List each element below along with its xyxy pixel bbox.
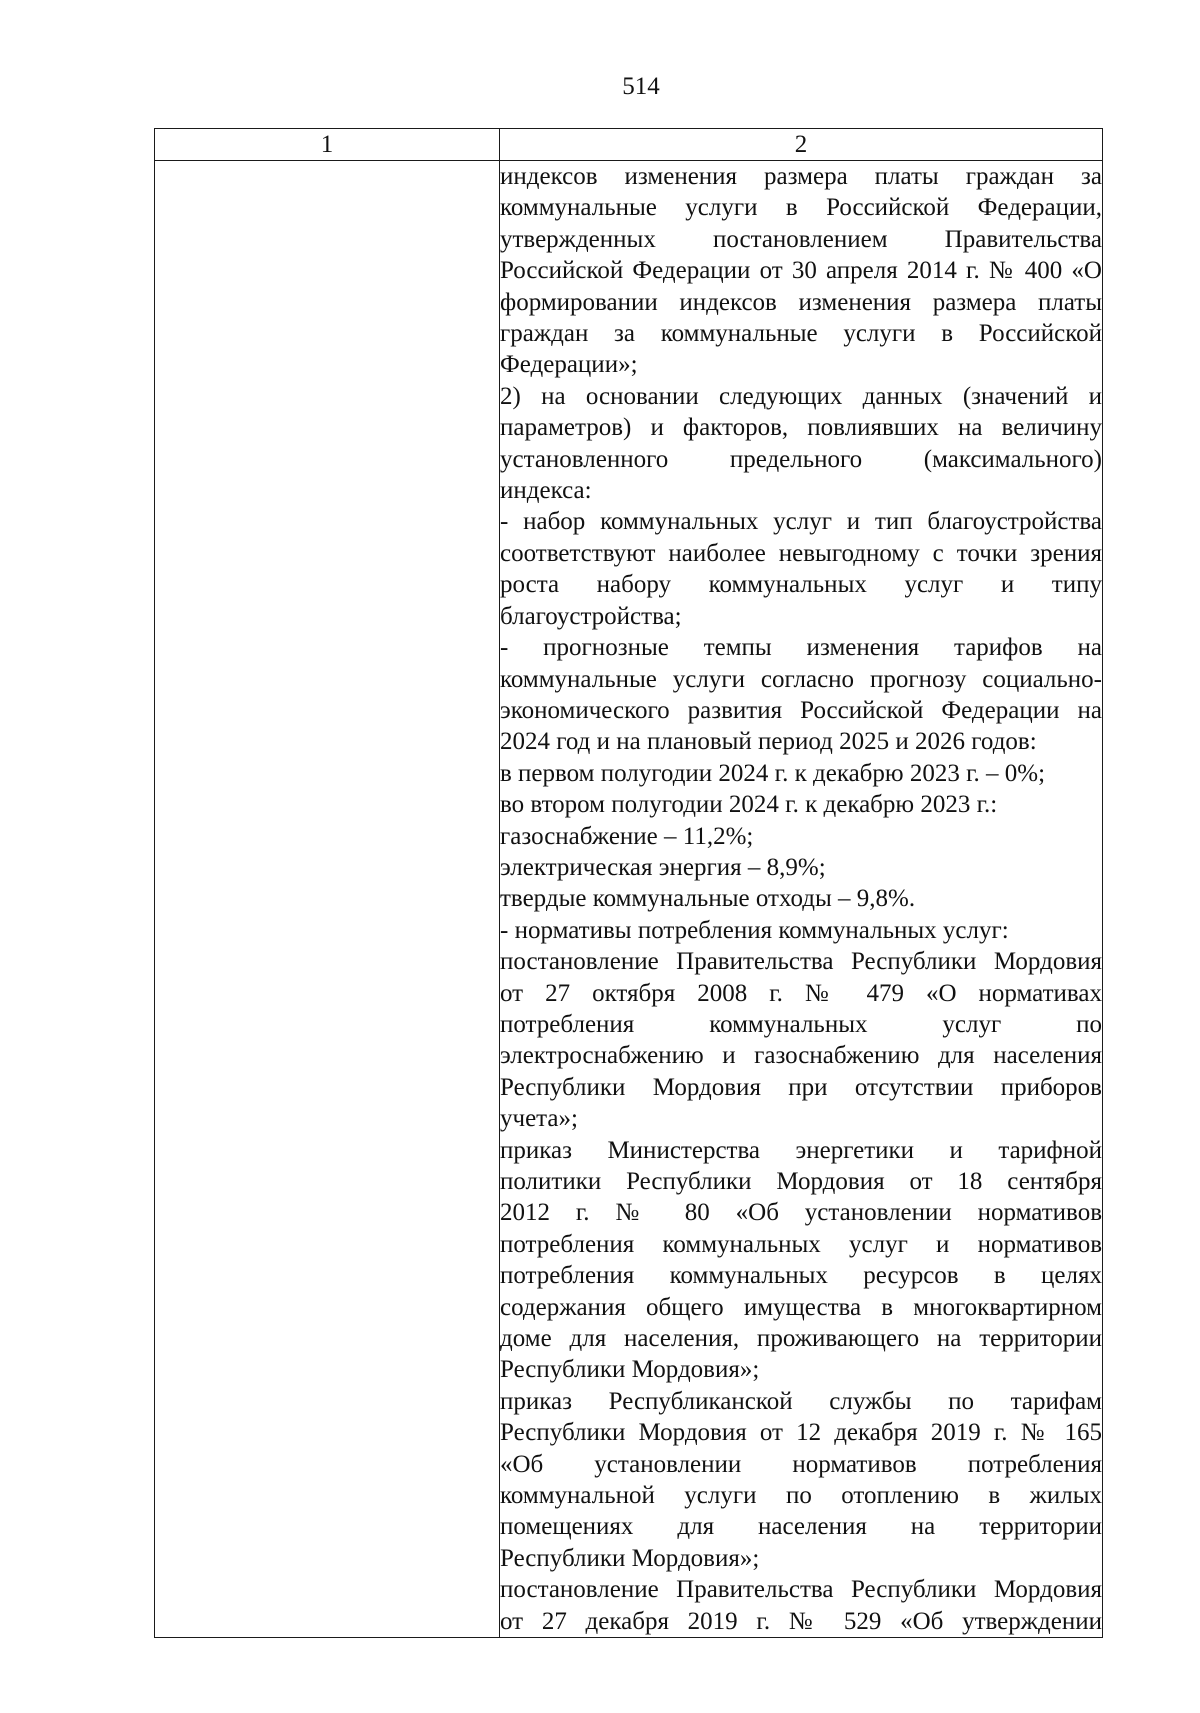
text-line: приказ Министерства энергетики и тарифной [500,1136,1102,1164]
text-line: - прогнозные темпы изменения тарифов на [500,634,1102,662]
text-line: коммунальные услуги согласно прогнозу социально- [500,665,1102,693]
column-2-text [500,161,1102,1637]
text-line: установленного предельного (максимального) [500,445,1102,473]
text-line: Республики Мордовия»; [500,1544,760,1572]
text-line: Федерации»; [500,351,638,379]
text-line: коммунальной услуги по отоплению в жилых [500,1482,1102,1510]
text-line: формировании индексов изменения размера платы [500,288,1102,316]
text-line: потребления коммунальных ресурсов в целях [500,1262,1102,1290]
text-line: газоснабжение – 11,2%; [500,822,754,850]
text-line: - нормативы потребления коммунальных услуг: [500,916,1009,944]
text-line: утвержденных постановлением Правительства [500,225,1102,253]
column-1-cell [155,161,500,1638]
page-number: 514 [622,73,660,100]
text-line: твердые коммунальные отходы – 9,8%. [500,885,916,913]
text-line: Республики Мордовия от 12 декабря 2019 г. № 165 [500,1419,1102,1447]
text-line: потребления коммунальных услуг и нормативов [500,1230,1102,1258]
text-line: постановление Правительства Республики Мордовия [500,948,1102,976]
text-line: 2012 г. № 80 «Об установлении нормативов [500,1199,1102,1227]
table-header-row [155,129,1103,161]
text-line: доме для населения, проживающего на территории [500,1325,1102,1353]
text-line: граждан за коммунальные услуги в Российской [500,320,1102,348]
text-line: «Об установлении нормативов потребления [500,1450,1102,1478]
text-line: Республики Мордовия при отсутствии приборов [500,1073,1102,1101]
text-line: электрическая энергия – 8,9%; [500,853,826,881]
text-line: в первом полугодии 2024 г. к декабрю 2023 г. – 0%; [500,759,1046,787]
text-line: во втором полугодии 2024 г. к декабрю 2023 г.: [500,791,998,819]
text-line: 2) на основании следующих данных (значений и [500,382,1102,410]
text-line: параметров) и факторов, повлиявших на величину [500,414,1102,442]
text-line: постановление Правительства Республики Мордовия [500,1576,1102,1604]
column-1-header: 1 [155,129,500,161]
text-line: соответствуют наиболее невыгодному с точки зрения [500,539,1102,567]
text-line: потребления коммунальных услуг по [500,1010,1102,1038]
text-line: Российской Федерации от 30 апреля 2014 г. № 400 «О [500,257,1102,285]
table-row [155,161,1103,1638]
text-line: Республики Мордовия»; [500,1356,760,1384]
text-line: роста набору коммунальных услуг и типу [500,571,1102,599]
text-line: содержания общего имущества в многоквартирном [500,1293,1102,1321]
column-2-header: 2 [500,129,1103,161]
text-line: приказ Республиканской службы по тарифам [500,1387,1102,1415]
text-line: учета»; [500,1105,578,1133]
text-line: от 27 октября 2008 г. № 479 «О нормативах [500,979,1102,1007]
text-line: индексов изменения размера платы граждан за [500,163,1102,190]
text-line: индекса: [500,477,592,505]
text-line: помещениях для населения на территории [500,1513,1102,1541]
text-line: 2024 год и на плановый период 2025 и 2026 годов: [500,728,1037,756]
text-line: электроснабжению и газоснабжению для населения [500,1042,1102,1070]
text-line: благоустройства; [500,602,682,630]
document-table [154,128,1103,1638]
column-2-cell [500,161,1103,1638]
text-line: от 27 декабря 2019 г. № 529 «Об утверждении [500,1607,1102,1635]
text-line: - набор коммунальных услуг и тип благоустройства [500,508,1102,536]
text-line: коммунальные услуги в Российской Федерации, [500,194,1102,222]
text-line: экономического развития Российской Федерации на [500,696,1102,724]
text-line: политики Республики Мордовия от 18 сентября [500,1168,1102,1195]
